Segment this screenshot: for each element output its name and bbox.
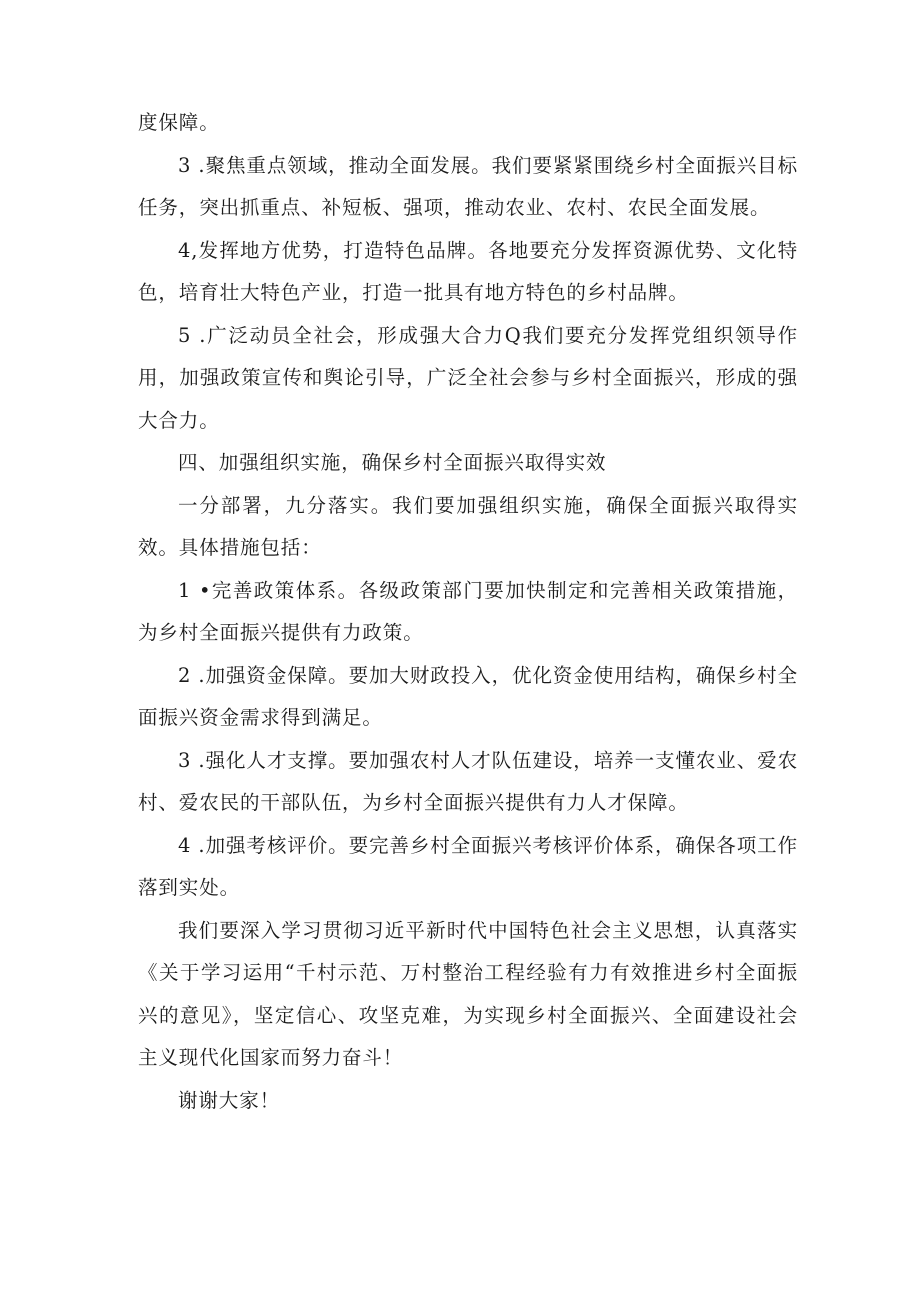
paragraph-section-intro: 一分部署，九分落实。我们要加强组织实施，确保全面振兴取得实效。具体措施包括： xyxy=(138,493,798,559)
document-body xyxy=(138,102,798,1122)
paragraph-conclusion: 我们要深入学习贯彻习近平新时代中国特色社会主义思想，认真落实《关于学习运用“千村示范、万村整治工程经验有力有效推进乡村全面振兴的意见》，坚定信心、攻坚克难，为实现乡村全面振兴、全面建设社会主义现代化国家而努力奋斗！ xyxy=(138,918,798,1069)
section-heading-four: 四、加强组织实施，确保乡村全面振兴取得实效 xyxy=(178,451,607,474)
paragraph-item-5-mobilize-society: 5 .广泛动员全社会，形成强大合力Q我们要充分发挥党组织领导作用，加强政策宣传和舆论引导，广泛全社会参与乡村全面振兴，形成的强大合力。 xyxy=(138,323,798,432)
paragraph-measure-1-policy: 1 •完善政策体系。各级政策部门要加快制定和完善相关政策措施，为乡村全面振兴提供有力政策。 xyxy=(138,578,798,644)
paragraph-measure-4-evaluation: 4 .加强考核评价。要完善乡村全面振兴考核评价体系，确保各项工作落到实处。 xyxy=(138,833,798,899)
paragraph-item-3-focus-areas: 3 .聚焦重点领域，推动全面发展。我们要紧紧围绕乡村全面振兴目标任务，突出抓重点、补短板、强项，推动农业、农村、农民全面发展。 xyxy=(138,153,798,219)
paragraph-measure-2-funding: 2 .加强资金保障。要加大财政投入，优化资金使用结构，确保乡村全面振兴资金需求得到满足。 xyxy=(138,663,798,729)
paragraph-item-4-local-advantages: 4,发挥地方优势，打造特色品牌。各地要充分发挥资源优势、文化特色，培育壮大特色产业，打造一批具有地方特色的乡村品牌。 xyxy=(138,238,798,304)
paragraph-continuation: 度保障。 xyxy=(138,111,220,134)
paragraph-measure-3-talent: 3 .强化人才支撑。要加强农村人才队伍建设，培养一支懂农业、爱农村、爱农民的干部队伍，为乡村全面振兴提供有力人才保障。 xyxy=(138,748,798,814)
paragraph-thanks: 谢谢大家！ xyxy=(178,1088,281,1112)
